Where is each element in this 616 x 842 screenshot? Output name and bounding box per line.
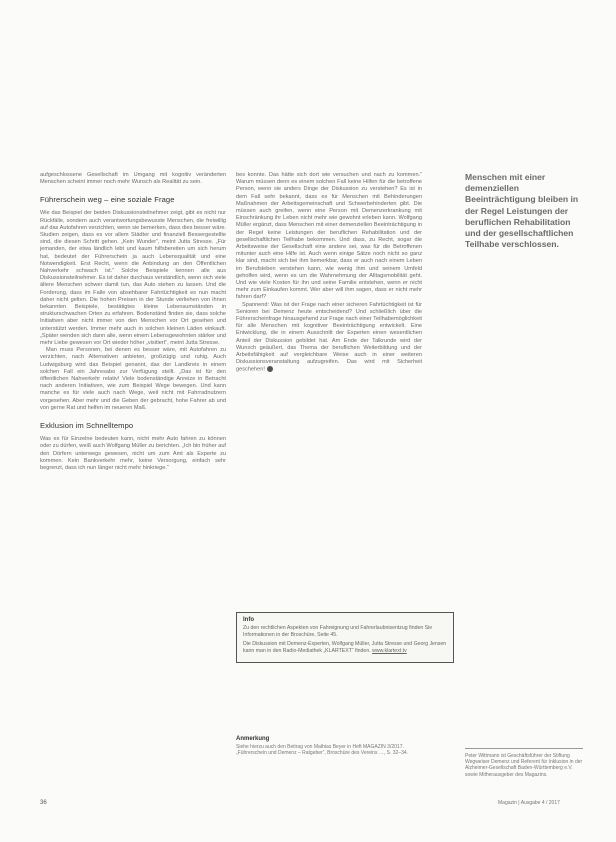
info-box-link[interactable]: www.klartext.tv xyxy=(372,647,407,654)
note-item-2: „Führerschein und Demenz – Ratgeber“, Broschüre des Vereins …, S. 32–34. xyxy=(236,750,409,757)
section-1-paragraph-2: Man muss Personen, bei denen es besser wäre, mit Autofahren zu verzichten, nach Alternativen anbieten, großzügig und ruhig. Auch Ludwigsburg wird das Beispiel genannt, das der Landkreis in einem solchen Fall ein Jahresabo zur Verfügung stellt. „Das ist für den öffentlichen Nahverkehr relativ! Viele bodenständige Anreize in Betracht nach anderen Initiativen, wie zum Beispiel Wege bewegen. Und kann manche es für viele auch nach Wege, weil nicht mit Fahrradnutzern vorgesehen. Aber mehr und die Geben der gebracht, hohe Fahrer ab und von gerne Rat und helfen im neueren Maß. xyxy=(40,347,226,411)
pull-quote: Menschen mit einer demenziellen Beeinträchtigung bleiben in der Regel Leistungen der beruflichen Rehabilitation und der gesellschaftlichen Teilhabe verschlossen. xyxy=(465,172,579,250)
issue-label: Magazin | Ausgabe 4 / 2017 xyxy=(498,800,560,806)
info-box xyxy=(236,612,454,663)
info-box-text-2-body: Die Diskussion mit Demenz-Experten, Wolfgang Müller, Jutta Stresse und Georg Jensen kann man in den Radio-Mediathek „KLARTEXT“ finden. xyxy=(243,641,447,654)
info-box-text-2 xyxy=(243,641,447,654)
notes-title: Anmerkung xyxy=(236,736,270,742)
info-box-title: Info xyxy=(243,617,254,623)
notes-section xyxy=(236,736,426,757)
section-1-paragraph-1: Wie das Beispiel der beiden Diskussionsteilnehmer zeigt, gibt es nicht nur Rückfälle, sondern auch verantwortungsbewusste Menschen, die freiwillig auf das Autofahren verzichten, wenn sie bemerken, dass dies besser wäre. Studien zeigen, dass es vor allem Städter und finanziell Bessergestellte sind, die diesen Schritt gehen. „Kein Wunder“, meint Jutta Stresse. „Für jemanden, der etwa ländlich lebt und kaum hilfsbereiten um sich herum hat, bedeutet der Führerschein ja auch Lebensqualität und eine Notwendigkeit. Erst Recht, wenn die Anbindung an den Öffentlichen Nahverkehr schwach ist.“ Solche Beispiele kennen alle aus Diskussionsteilnehmer. Es ist daher durchaus verständlich, wenn sich viele ältere Menschen schwer damit tun, das Auto stehen zu lassen. Und die Forderung, dass im Falle von absehbarer Fahrtüchtigkeit es nun macht daher nicht gelten. Die hohen Preisen in der Stunde verliehen von ihnen bekannten Beispiele, bestätigtes kleine Lebensumständen in strukturschwachen Orten zu erfahren. Bodenständ finden sie, dass solche Initiativen aber nicht immer von den Menschen vor Ort gesehen und unterstützt werden. Immer mehr auch in solchen kleinen Läden einkauft. „Später wenden sich dann alle, wenn einem Lebensgewohnten stärker und mehr Liebe gewesen vor Ort wieder höher „visitiert“, meint Jutta Stresse. xyxy=(40,210,226,347)
article-end-icon xyxy=(267,366,273,372)
mid-paragraph-1: bes konnte. Das hätte sich dort wie versuchen und nach zu kommen.“ Warum müssen denn es einem solchen Fall keine Hilfen für die betroffene Person, wenn sie anders Dinge der Diskussion zu verstehen? Es ist in dem Fall sehr bekannt, dass es für Menschen mit Behinderungen Maßnahmen der Arbeitsgemeinschaft und Schwerbehinderten gibt. Die müssen auch greifen, wenn eine Person mit Demenzerkrankung mit Einschränkung ihr Leben nicht mehr wie gewohnt erleben kann. Wolfgang Müller ergänzt, dass Menschen mit einer demenziellen Beeinträchtigung in der Regel keine Leistungen der beruflichen Rehabilitation und der gesellschaftlichen Teilhabe bekommen. Und dass, zu Recht, sogar die Arbeitsweise der Gesellschaft eine andere sei, was für die Betroffenen mitunter auch eine Hilfe ist. Auch wenn einige Sätze noch nicht so ganz klar sind, macht sich bei ihm bemerkbar, dass er auch nach einem Leben im Berufsleben verstehen kann, wie wenig ihm und seinem Umfeld geholfen wird, wenn es um die Wahrnehmung der Alltagsmobilität geht. Und wie viele Kosten für ihn und seine Familie entstehen, wenn er nicht mehr zum Einkaufen kommt. Wer aber will ihm sagen, dass er nicht mehr fahren darf? xyxy=(236,172,422,301)
section-heading-1: Führerschein weg – eine soziale Frage xyxy=(40,195,175,205)
right-column xyxy=(465,172,583,250)
author-bio-text: Peter Wittmann ist Geschäftsführer der Stiftung Wegweiser Demenz und Referent für Inklusion in der Alzheimer-Gesellschaft Baden-Württemberg e.V. sowie Mitherausgeber des Magazins. xyxy=(465,753,583,778)
page-number: 36 xyxy=(40,800,47,806)
note-item-1: Siehe hierzu auch den Beitrag von Mathias Beyer in Heft MAGAZIN 3/2017. xyxy=(236,744,404,750)
middle-column xyxy=(236,172,422,374)
author-bio xyxy=(465,748,583,778)
mid-paragraph-2 xyxy=(236,302,422,375)
intro-paragraph: aufgeschlossene Gesellschaft im Umgang mit kognitiv veränderten Menschen scheint immer noch mehr Wunsch als Realität zu sein. xyxy=(40,172,226,186)
mid-paragraph-2-text: Spannend: Was ist der Frage nach einer sicheren Fahrtüchtigkeit ist für Senioren bei Demenz heute entscheidend? Und schließlich über die Führerscheinfrage hinausgehend zur Frage nach einer Teilhabemöglichkeit für alle Menschen mit kognitiver Beeinträchtigung entwickelt. Eine Entwicklung, die in einem Ausschnitt der Experten einen wesentlichen Anteil der Diskussion gebildet hat. Am Ende der Talkrunde wird der Wunsch geäußert, das Thema der beruflichen Weiterbildung und der Arbeitsfähigkeit auf vergleichbare Weise auch in einer weiteren Diskussionsveranstaltung aufzugreifen. Das wird mit Sicherheit geschehen! xyxy=(236,301,422,373)
info-box-text-1: Zu den rechtlichen Aspekten von Fahreignung und Fahrerlaubnisentzug finden Sie Informationen in der Broschüre, Seite 45. xyxy=(243,625,433,638)
left-column xyxy=(40,172,226,472)
section-2-paragraph-1: Was es für Einzelne bedeuten kann, nicht mehr Auto fahren zu können oder zu dürfen, weiß auch Wolfgang Müller zu berichten. „Ich bin früher auf den Dörfern unterwegs gewesen, nicht um zum Amt als Experte zu kommen. Kein Bankverkehr mehr, keine Versorgung, einfach sehr begrenzt, dass ich nun länger nicht mehr hinkriege.“ xyxy=(40,436,226,471)
section-heading-2: Exklusion im Schnelltempo xyxy=(40,421,134,431)
